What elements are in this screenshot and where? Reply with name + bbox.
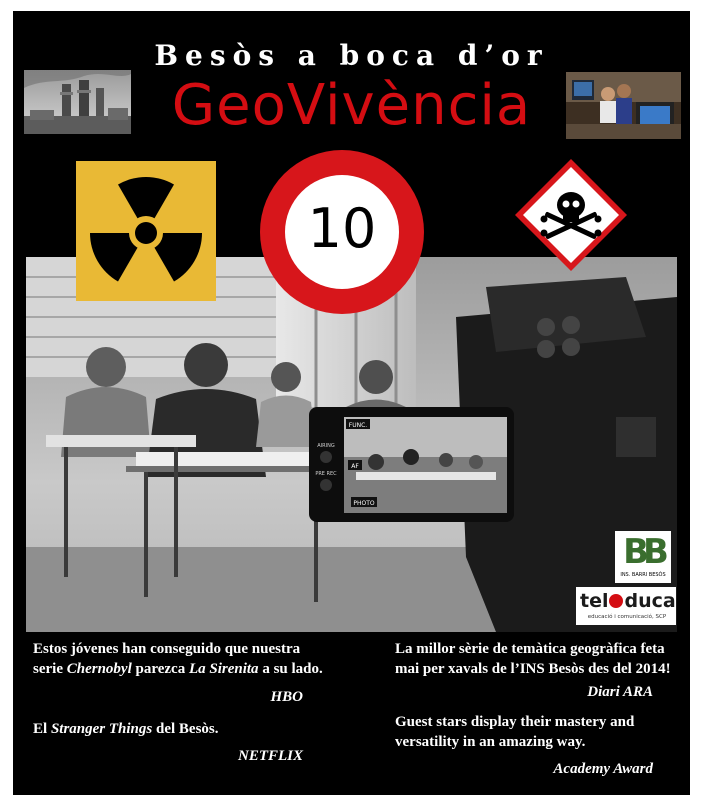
teleduca-logo bbox=[576, 587, 676, 625]
teleduca-dot-icon bbox=[609, 594, 623, 608]
poster-title: GeoVivència bbox=[171, 73, 532, 138]
speed-limit-sign-icon bbox=[259, 149, 425, 315]
camera-prerec-label: PRE REC bbox=[315, 471, 337, 477]
teleduca-suffix: duca bbox=[624, 590, 676, 612]
quote-source-hbo: HBO bbox=[270, 689, 303, 705]
quote-diari-ara: La millor sèrie de temàtica geogràfica feta mai per xavals de l’INS Besòs des del 2014! bbox=[395, 641, 671, 677]
poster bbox=[13, 11, 690, 795]
teleduca-prefix: tel bbox=[580, 590, 609, 612]
students-computer-thumbnail bbox=[566, 72, 681, 139]
radiation-icon bbox=[76, 161, 216, 301]
poster-subtitle: Besòs a boca d’or bbox=[154, 39, 549, 72]
press-quotes bbox=[13, 639, 690, 795]
teleduca-tagline: educació i comunicació, SCP bbox=[587, 614, 667, 620]
toxic-skull-icon bbox=[513, 157, 629, 273]
camera-af-label: AF bbox=[351, 463, 359, 470]
school-logo bbox=[615, 531, 671, 583]
quote-source-diari-ara: Diari ARA bbox=[587, 684, 653, 700]
school-logo-mark: BB bbox=[623, 532, 663, 572]
camera-airing-label: AIRING bbox=[317, 443, 335, 449]
quote-hbo: Estos jóvenes han conseguido que nuestra serie Chernobyl parezca La Sirenita a su lado. bbox=[33, 641, 323, 677]
quote-academy: Guest stars display their mastery and versatility in an amazing way. bbox=[395, 714, 635, 750]
quote-source-netflix: NETFLIX bbox=[237, 748, 303, 764]
quote-netflix: El Stranger Things del Besòs. bbox=[33, 721, 219, 737]
power-plant-thumbnail bbox=[24, 70, 131, 134]
school-logo-name: INS. BARRI BESÒS bbox=[620, 572, 666, 578]
camera-photo-label: PHOTO bbox=[353, 500, 375, 507]
camera-func-label: FUNC. bbox=[348, 422, 368, 429]
speed-limit-value: 10 bbox=[307, 197, 377, 260]
quote-source-academy: Academy Award bbox=[553, 761, 653, 777]
